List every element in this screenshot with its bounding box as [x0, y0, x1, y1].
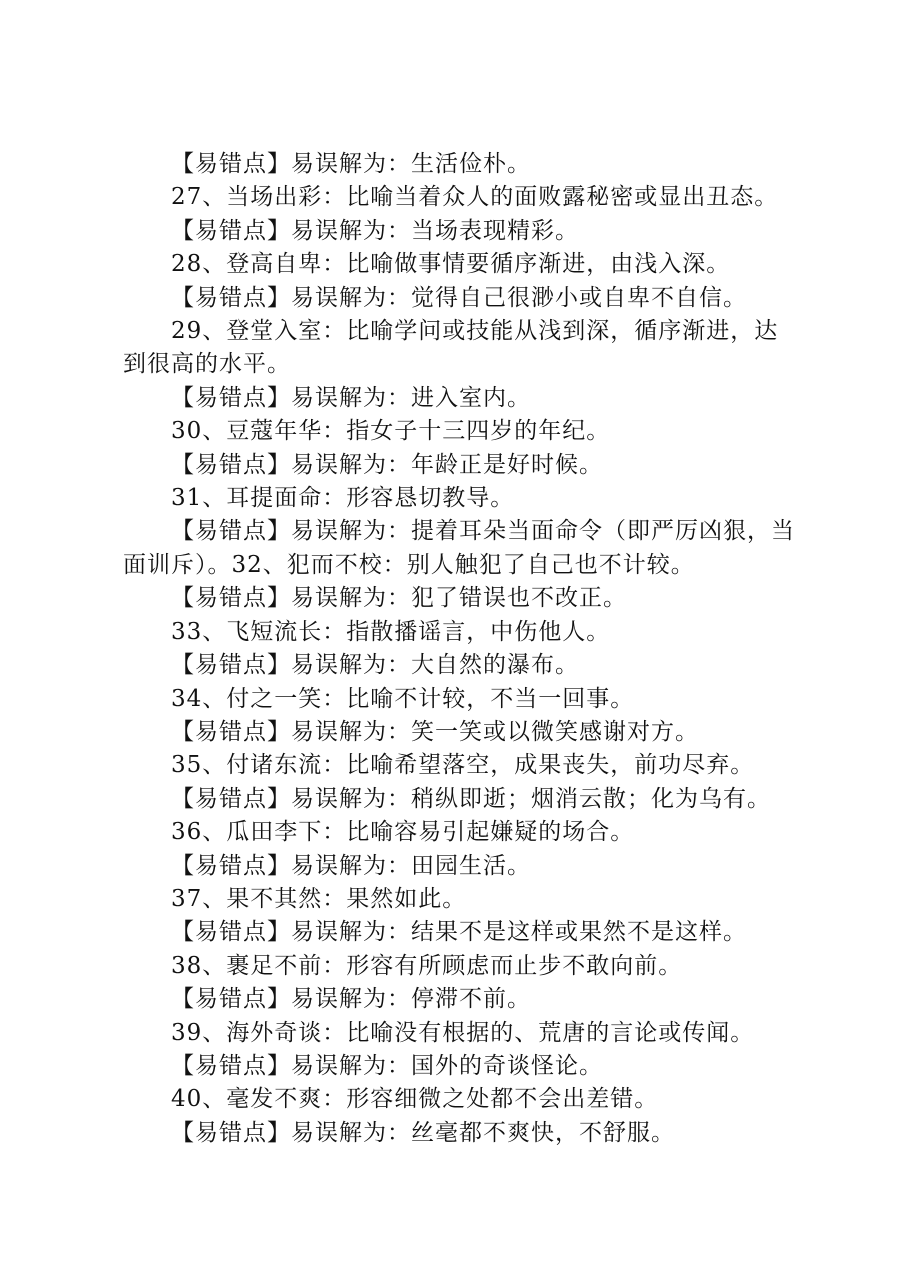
paragraph: 【易错点】易误解为：丝毫都不爽快，不舒服。 [171, 1119, 675, 1146]
paragraph: 【易错点】易误解为：进入室内。 [171, 384, 531, 411]
paragraph: 33、飞短流长：指散播谣言，中伤他人。 [171, 618, 611, 645]
paragraph: 【易错点】易误解为：觉得自己很渺小或自卑不自信。 [171, 284, 747, 311]
paragraph: 【易错点】易误解为：当场表现精彩。 [171, 217, 579, 244]
paragraph: 【易错点】易误解为：年龄正是好时候。 [171, 451, 603, 478]
paragraph: 31、耳提面命：形容恳切教导。 [171, 485, 515, 512]
paragraph: 27、当场出彩：比喻当着众人的面败露秘密或显出丑态。 [171, 184, 779, 211]
paragraph: 28、登高自卑：比喻做事情要循序渐进，由浅入深。 [171, 251, 731, 278]
paragraph: 【易错点】易误解为：笑一笑或以微笑感谢对方。 [171, 718, 699, 745]
paragraph: 35、付诸东流：比喻希望落空，成果丧失，前功尽弃。 [171, 752, 755, 779]
paragraph: 【易错点】易误解为：停滞不前。 [171, 986, 531, 1013]
paragraph: 39、海外奇谈：比喻没有根据的、荒唐的言论或传闻。 [171, 1019, 755, 1046]
paragraph: 30、豆蔻年华：指女子十三四岁的年纪。 [171, 418, 611, 445]
paragraph: 【易错点】易误解为：提着耳朵当面命令（即严厉凶狠，当面训斥）。32、犯而不校：别人触犯了自己也不计较。 [123, 518, 795, 578]
paragraph: 37、果不其然：果然如此。 [171, 885, 467, 912]
paragraph: 38、裹足不前：形容有所顾虑而止步不敢向前。 [171, 952, 683, 979]
paragraph: 36、瓜田李下：比喻容易引起嫌疑的场合。 [171, 819, 635, 846]
paragraph: 40、毫发不爽：形容细微之处都不会出差错。 [171, 1086, 659, 1113]
paragraph: 【易错点】易误解为：生活俭朴。 [171, 151, 531, 177]
paragraph: 【易错点】易误解为：大自然的瀑布。 [171, 652, 579, 679]
paragraph: 【易错点】易误解为：田园生活。 [171, 852, 531, 879]
paragraph: 【易错点】易误解为：国外的奇谈怪论。 [171, 1052, 603, 1079]
paragraph: 【易错点】易误解为：犯了错误也不改正。 [171, 585, 627, 612]
paragraph: 【易错点】易误解为：稍纵即逝；烟消云散；化为乌有。 [171, 785, 771, 812]
paragraph: 29、登堂入室：比喻学问或技能从浅到深，循序渐进，达到很高的水平。 [123, 318, 779, 378]
document-body [123, 148, 799, 1150]
paragraph: 【易错点】易误解为：结果不是这样或果然不是这样。 [171, 919, 747, 946]
paragraph: 34、付之一笑：比喻不计较，不当一回事。 [171, 685, 635, 712]
